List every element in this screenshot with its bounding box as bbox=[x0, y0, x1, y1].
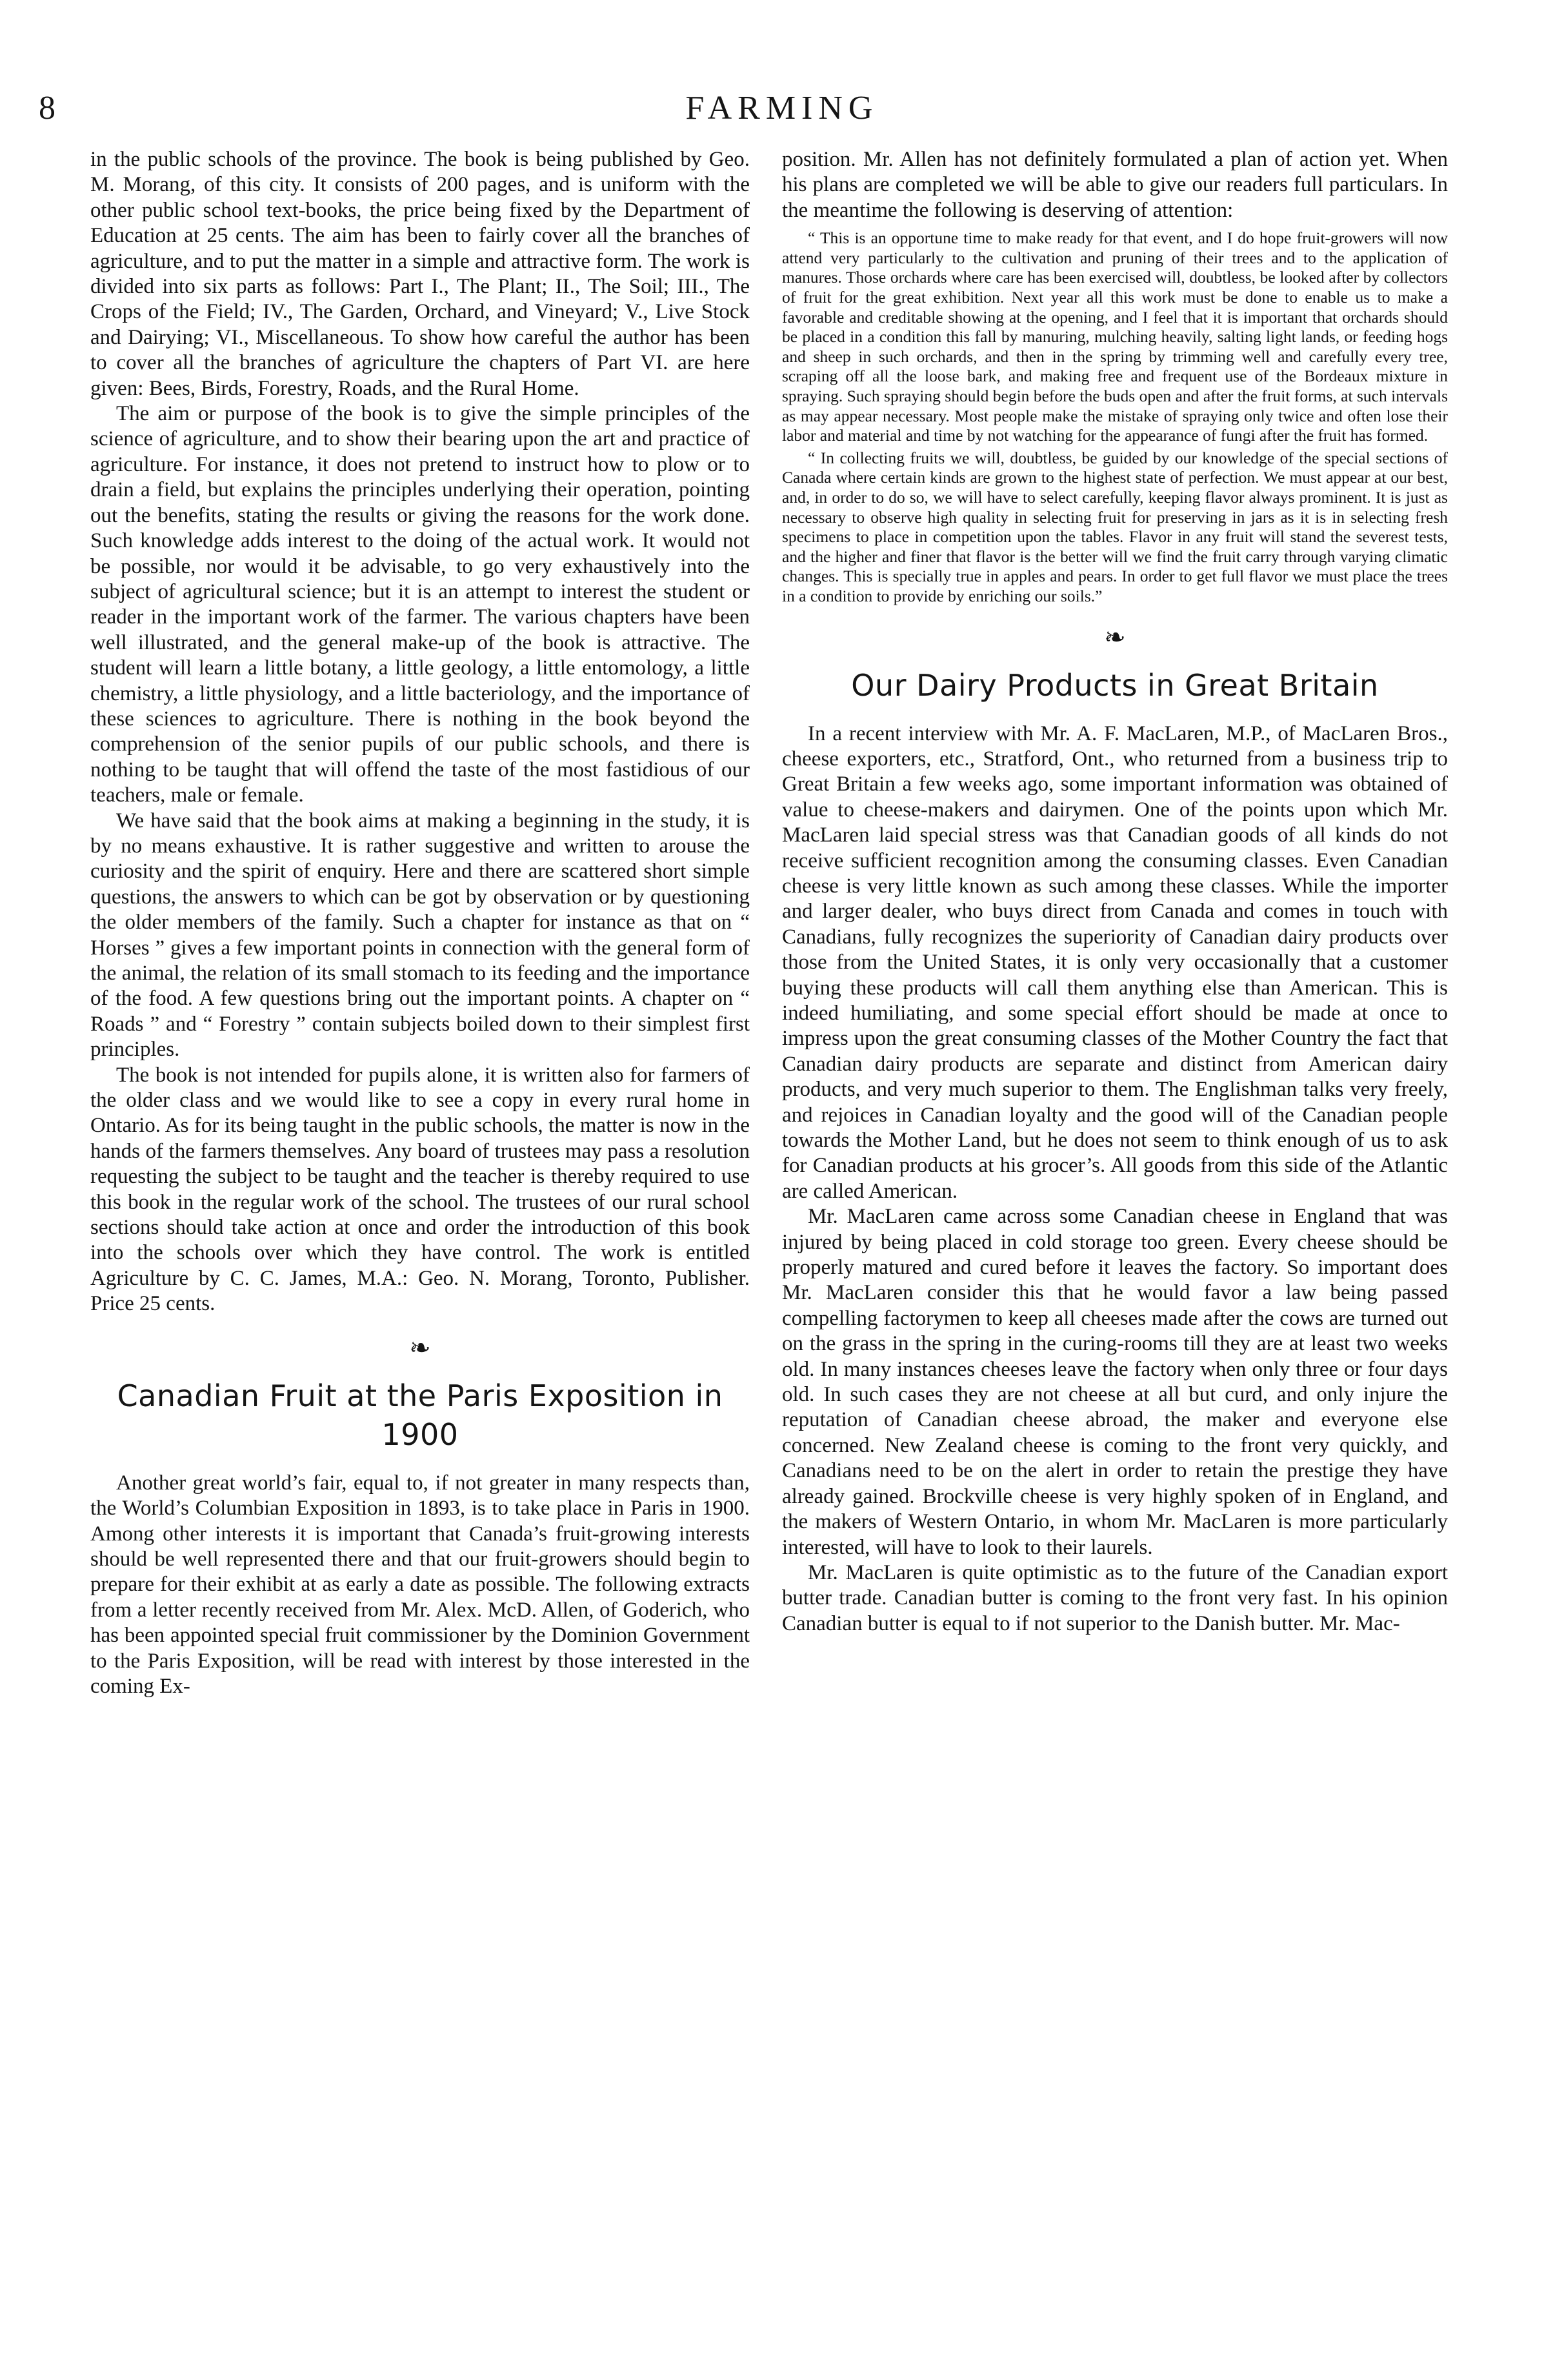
section-divider-ornament: ❧ bbox=[409, 1333, 431, 1362]
paragraph: in the public schools of the province. The book is being published by Geo. M. Morang, of this city. It consists of 200 pages, and is uniform with the other public school text-books, the price being fixed by the Department of Education at 25 cents. The aim has been to fairly cover all the branches of agriculture, and to put the matter in a simple and attractive form. The work is divided into six parts as follows: Part I., The Plant; II., The Soil; III., The Crops of the Field; IV., The Garden, Orchard, and Vineyard; V., Live Stock and Dairying; VI., Miscellaneous. To show how careful the author has been to cover all the branches of agriculture the chapters of Part VI. are here given: Bees, Birds, Forestry, Roads, and the Rural Home. bbox=[90, 148, 750, 400]
running-title: FARMING bbox=[685, 90, 879, 126]
section-title-dairy-products: Our Dairy Products in Great Britain bbox=[851, 667, 1379, 703]
quoted-letter-paragraph: “ This is an opportune time to make ready for that event, and I do hope fruit-growers will now attend very particularly to the cultivation and pruning of their trees and to the application of manures. Those orchards where care has been exercised will, doubtless, be looked after by collectors of fruit for the great exhibition. Next year all this work must be done to enable us to make a favorable and creditable showing at the opening, and I feel that it is important that orchards should be placed in a condition this fall by manuring, mulching heavily, salting light lands, or feeding hogs and sheep in such orchards, and then in the spring by trimming well and carefully every tree, scraping off all the loose bark, and making free and frequent use of the Bordeaux mixture in spraying. Such spraying should begin before the buds open and after the fruit forms, at such intervals as may appear necessary. Most people make the mistake of spraying only twice and often lose their labor and material and time by not watching for the appearance of fungi after the fruit has formed. bbox=[782, 228, 1448, 445]
paragraph: Another great world’s fair, equal to, if not greater in many respects than, the World’s Columbian Exposition in 1893, is to take place in Paris in 1900. Among other interests it is important that Canada’s fruit-growing interests should be well represented there and that our fruit-growers should begin to prepare for their exhibit at as early a date as possible. The following extracts from a letter recently received from Mr. Alex. McD. Allen, of Goderich, who has been appointed special fruit commissioner by the Dominion Government to the Paris Exposition, will be read with interest by those interested in the coming Ex- bbox=[90, 1471, 750, 1698]
paragraph: The aim or purpose of the book is to give the simple principles of the science of agriculture, and to show their bearing upon the art and practice of agriculture. For instance, it does not pretend to instruct how to plow or to drain a field, but explains the principles underlying their operation, pointing out the benefits, stating the results or giving the reasons for the work done. Such knowledge adds interest to the doing of the actual work. It would not be possible, nor would it be advisable, to go very exhaustively into the subject of agricultural science; but it is an attempt to interest the student or reader in the important work of the farmer. The various chapters have been well illustrated, and the general make-up of the book is attractive. The student will learn a little botany, a little geology, a little entomology, a little chemistry, a little physiology, and a little bacteriology, and the importance of these sciences to agriculture. There is nothing in the book beyond the comprehension of the senior pupils of our public schools, and there is nothing to be taught that will offend the taste of the most fastidious of our teachers, male or female. bbox=[90, 402, 750, 807]
page-number: 8 bbox=[39, 90, 55, 126]
paragraph: Mr. MacLaren came across some Canadian cheese in England that was injured by being placed in cold storage too green. Every cheese should be properly matured and cured before it leaves the factory. So important does Mr. MacLaren consider this that he would favor a law being passed compelling factorymen to keep all cheeses made after the cows are turned out on the grass in the spring in the curing-rooms till they are at least two weeks old. In many instances cheeses leave the factory when only three or four days old. In such cases they are not cheese at all but curd, and only injure the reputation of Canadian cheese abroad, the maker and everyone else concerned. New Zealand cheese is coming to the front very quickly, and Canadians need to be on the alert in order to retain the prestige they have already gained. Brockville cheese is very highly spoken of in England, and the makers of Western Ontario, in whom Mr. MacLaren is more particularly interested, will have to look to their laurels. bbox=[782, 1205, 1448, 1559]
left-column bbox=[90, 147, 750, 1699]
paragraph: In a recent interview with Mr. A. F. MacLaren, M.P., of MacLaren Bros., cheese exporters, etc., Stratford, Ont., who returned from a business trip to Great Britain a few weeks ago, some important information was obtained of value to cheese-makers and dairymen. One of the points upon which Mr. MacLaren laid special stress was that Canadian goods of all kinds do not receive sufficient recognition among the consuming classes. Even Canadian cheese is very little known as such among these classes. While the importer and larger dealer, who buys direct from Canada and comes in touch with Canadians, fully recognizes the superiority of Canadian dairy products over those from the United States, it is only very occasionally that a customer buying these products will call them anything else than American. This is indeed humiliating, and some special effort should be made at once to impress upon the great consuming classes of the Mother Country the fact that Canadian dairy products are separate and distinct from American dairy products, and very much superior to them. The Englishman talks very freely, and rejoices in Canadian loyalty and the good will of the Canadian people towards the Mother Land, but he does not seem to think enough of us to ask for Canadian products at his grocer’s. All goods from this side of the Atlantic are called American. bbox=[782, 721, 1448, 1203]
paragraph: position. Mr. Allen has not definitely formulated a plan of action yet. When his plans are completed we will be able to give our readers full particulars. In the meantime the following is deserving of attention: bbox=[782, 148, 1448, 222]
page-header bbox=[0, 83, 1564, 134]
section-divider-ornament: ❧ bbox=[1104, 622, 1126, 652]
paragraph: We have said that the book aims at making a beginning in the study, it is by no means exhaustive. It is rather suggestive and written to arouse the curiosity and the spirit of enquiry. Here and there are scattered short simple questions, the answers to which can be got by observation or by questioning the older members of the family. Such a chapter for instance as that on “ Horses ” gives a few important points in connection with the general form of the animal, the relation of its small stomach to its feeding and the importance of the food. A few questions bring out the important points. A chapter on “ Roads ” and “ Forestry ” contain subjects boiled down to their simplest first principles. bbox=[90, 809, 750, 1062]
quoted-letter-paragraph: “ In collecting fruits we will, doubtless, be guided by our knowledge of the special sections of Canada where certain kinds are grown to the highest state of perfection. We must appear at our best, and, in order to do so, we will have to select carefully, keeping flavor always prominent. It is just as necessary to observe high quality in selecting fruit for preserving in jars as it is in selecting fresh specimens to place in competition upon the tables. Flavor in any fruit will stand the severest tests, and the higher and finer that flavor is the better will we find the fruit carry through varying climatic changes. This is specially true in apples and pears. In order to get full flavor we must place the trees in a condition to provide by enriching our soils.” bbox=[782, 448, 1448, 605]
section-title-paris-exposition: Canadian Fruit at the Paris Exposition in 1900 bbox=[117, 1378, 723, 1452]
paragraph: The book is not intended for pupils alone, it is written also for farmers of the older class and we would like to see a copy in every rural home in Ontario. As for its being taught in the public schools, the matter is now in the hands of the farmers themselves. Any board of trustees may pass a resolution requesting the subject to be taught and the teacher is thereby required to use this book in the regular work of the school. The trustees of our rural school sections should take action at once and order the introduction of this book into the schools over which they have control. The work is entitled Agriculture by C. C. James, M.A.: Geo. N. Morang, Toronto, Publisher. Price 25 cents. bbox=[90, 1063, 750, 1316]
paragraph: Mr. MacLaren is quite optimistic as to the future of the Canadian export butter trade. Canadian butter is coming to the front very fast. In his opinion Canadian butter is equal to if not superior to the Danish butter. Mr. Mac- bbox=[782, 1560, 1448, 1635]
right-column bbox=[782, 147, 1448, 1637]
